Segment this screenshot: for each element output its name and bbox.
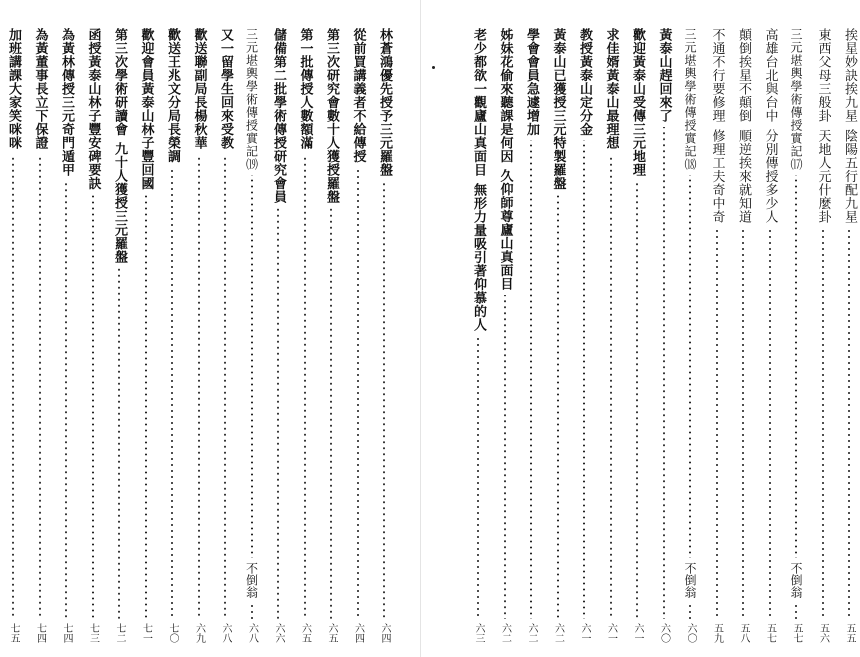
- dot-leader: [716, 227, 718, 619]
- page-number: 六一: [632, 623, 643, 643]
- dot-leader: [848, 227, 850, 619]
- page-number: 六二: [526, 623, 537, 643]
- entry-title: 學會會員急遽增加: [524, 28, 539, 136]
- dot-leader: [224, 154, 226, 620]
- page-number: 七一: [140, 623, 152, 643]
- toc-entry: [55, 28, 77, 653]
- page-number: 六三: [473, 623, 484, 643]
- page-number: 七〇: [167, 623, 178, 643]
- toc-entry: [161, 28, 183, 653]
- entry-title: 姊妹花偷來聽課是何因: [497, 28, 513, 163]
- dot-leader: [251, 605, 253, 619]
- entry-title: 歡迎會員黃泰山林子豐回國: [138, 28, 154, 190]
- dot-leader: [822, 227, 824, 619]
- page-number: 六二: [499, 623, 511, 643]
- entry-title: 不通不行要修理: [709, 28, 725, 123]
- entry-title: 加班講課大家笑咪咪: [6, 28, 21, 150]
- toc-entry: [188, 28, 210, 653]
- toc-entry: [2, 28, 24, 653]
- ink-speck: [432, 66, 435, 69]
- dot-leader: [742, 227, 744, 619]
- toc-entry: [29, 28, 51, 653]
- entry-subtitle: 無形力量吸引著仰慕的人: [471, 182, 486, 331]
- page-gutter: [420, 0, 421, 657]
- dot-leader: [583, 140, 585, 619]
- dot-leader: [557, 194, 559, 619]
- entry-title: 老少都欲一觀廬山真面目: [471, 28, 486, 177]
- page-number: 六八: [220, 623, 231, 643]
- entry-title: 第三次學術研讀會: [112, 28, 127, 136]
- toc-entry: [347, 28, 369, 653]
- dot-leader: [477, 335, 479, 619]
- page-number: 六九: [193, 623, 205, 643]
- dot-leader: [769, 227, 771, 619]
- entry-title: 函授黃泰山林子豐安碑要訣: [85, 28, 101, 190]
- dot-leader: [795, 605, 797, 619]
- entry-title: 從前買講義者不給傳授: [350, 28, 366, 163]
- toc-entry: [812, 28, 834, 653]
- entry-title: 求佳婿黃泰山最理想: [603, 28, 619, 150]
- toc-entry: [108, 28, 130, 653]
- author-name: 不倒翁: [683, 562, 697, 598]
- toc-entry: [759, 28, 781, 653]
- page-number: 六四: [352, 623, 364, 643]
- toc-entry: [785, 28, 807, 653]
- page-number: 六二: [552, 623, 564, 643]
- toc-entry: [267, 28, 289, 653]
- toc-entry: [838, 28, 860, 653]
- toc-entry: [373, 28, 395, 653]
- page-number: 六四: [379, 623, 390, 643]
- toc-entry: [135, 28, 157, 653]
- toc-entry: [679, 28, 701, 653]
- entry-title: 東西父母三般卦: [815, 28, 831, 123]
- entry-title: 高雄台北與台中: [762, 28, 778, 123]
- dot-leader: [330, 208, 332, 620]
- entry-title: 第一批傳授人數額滿: [297, 28, 313, 150]
- toc-entry: [732, 28, 754, 653]
- dot-leader: [65, 181, 67, 620]
- page-number: 五五: [844, 623, 855, 643]
- dot-leader: [357, 167, 359, 619]
- dot-leader: [39, 154, 41, 620]
- page-number: 六五: [299, 623, 311, 643]
- dot-leader: [198, 154, 200, 620]
- page-number: 六六: [273, 623, 284, 643]
- entry-subtitle: 分別傳授多少人: [762, 128, 778, 223]
- entry-title: 挨星妙訣挨九星: [842, 28, 857, 123]
- dot-leader: [610, 154, 612, 620]
- entry-title: 教授黃泰山定分金: [577, 28, 592, 136]
- dot-leader: [795, 175, 797, 558]
- entry-subtitle: 陰陽五行配九星: [842, 128, 857, 223]
- entry-title: 顛倒挨星不顛倒: [736, 28, 751, 123]
- toc-entry: [520, 28, 542, 653]
- dot-leader: [504, 295, 506, 620]
- entry-title: 歡送王兆文分局長榮調: [165, 28, 180, 163]
- toc-entry: [82, 28, 104, 653]
- toc-entry: [653, 28, 675, 653]
- dot-leader: [92, 194, 94, 619]
- toc-entry: [600, 28, 622, 653]
- dot-leader: [251, 175, 253, 558]
- dot-leader: [277, 208, 279, 620]
- entry-subtitle: 修理工夫奇中奇: [709, 128, 725, 223]
- dot-leader: [530, 140, 532, 619]
- page-number: 五八: [738, 623, 749, 643]
- page-number: 七二: [114, 623, 125, 643]
- right-page: [450, 0, 860, 657]
- page-number: 五九: [711, 623, 723, 643]
- entry-title: 林蒼鴻優先授予三元羅盤: [377, 28, 392, 177]
- toc-entry: [573, 28, 595, 653]
- dot-leader: [118, 268, 120, 620]
- entry-subtitle: 天地人元什麼卦: [815, 128, 831, 223]
- toc-entry: [320, 28, 342, 653]
- page-number: 七四: [34, 623, 46, 643]
- entry-title: 黃泰山已獲授三元特製羅盤: [550, 28, 566, 190]
- section-heading: 三元堪輿學術傳授實記⒄: [789, 28, 803, 171]
- entry-title: 歡迎黃泰山受傳三元地理: [630, 28, 645, 177]
- toc-entry: [214, 28, 236, 653]
- dot-leader: [689, 175, 691, 558]
- dot-leader: [383, 181, 385, 620]
- entry-title: 歡送聯副局長楊秋華: [191, 28, 207, 150]
- entry-title: 為黃林傳授三元奇門遁甲: [59, 28, 74, 177]
- page-number: 七四: [61, 623, 72, 643]
- page-number: 六五: [326, 623, 337, 643]
- author-name: 不倒翁: [244, 562, 259, 598]
- entry-title: 儲備第二批學術傳授研究會員: [271, 28, 286, 204]
- page-number: 六〇: [685, 623, 696, 643]
- left-page: [0, 0, 410, 657]
- dot-leader: [663, 127, 665, 620]
- page-number: 六八: [246, 623, 258, 643]
- dot-leader: [171, 167, 173, 619]
- toc-entry: [706, 28, 728, 653]
- author-name: 不倒翁: [789, 562, 803, 598]
- entry-title: 又一留學生回來受教: [218, 28, 233, 150]
- toc-entry: [626, 28, 648, 653]
- page-number: 五六: [817, 623, 829, 643]
- entry-subtitle: 久仰師尊廬山真面目: [497, 169, 513, 291]
- entry-subtitle: 九十人獲授三元羅盤: [112, 142, 127, 264]
- page-number: 六〇: [658, 623, 670, 643]
- dot-leader: [304, 154, 306, 620]
- section-heading: 三元堪輿學術傳授實記⒆: [244, 28, 259, 171]
- page-number: 五七: [764, 623, 776, 643]
- page-number: 七三: [87, 623, 99, 643]
- section-heading: 三元堪輿學術傳授實記⒅: [683, 28, 697, 171]
- entry-title: 為黃董事長立下保證: [32, 28, 48, 150]
- page-number: 六一: [579, 623, 590, 643]
- entry-title: 黃泰山趕回來了: [656, 28, 672, 123]
- entry-subtitle: 順逆挨來就知道: [736, 128, 751, 223]
- dot-leader: [636, 181, 638, 620]
- page-number: 六一: [605, 623, 617, 643]
- page-number: 七五: [8, 623, 19, 643]
- toc-entry: [467, 28, 489, 653]
- dot-leader: [145, 194, 147, 619]
- dot-leader: [689, 605, 691, 619]
- dot-leader: [12, 154, 14, 620]
- entry-title: 第三次研究會數十人獲授羅盤: [324, 28, 339, 204]
- toc-entry: [294, 28, 316, 653]
- toc-entry: [547, 28, 569, 653]
- toc-entry: [241, 28, 263, 653]
- toc-entry: [494, 28, 516, 653]
- page-number: 五七: [791, 623, 802, 643]
